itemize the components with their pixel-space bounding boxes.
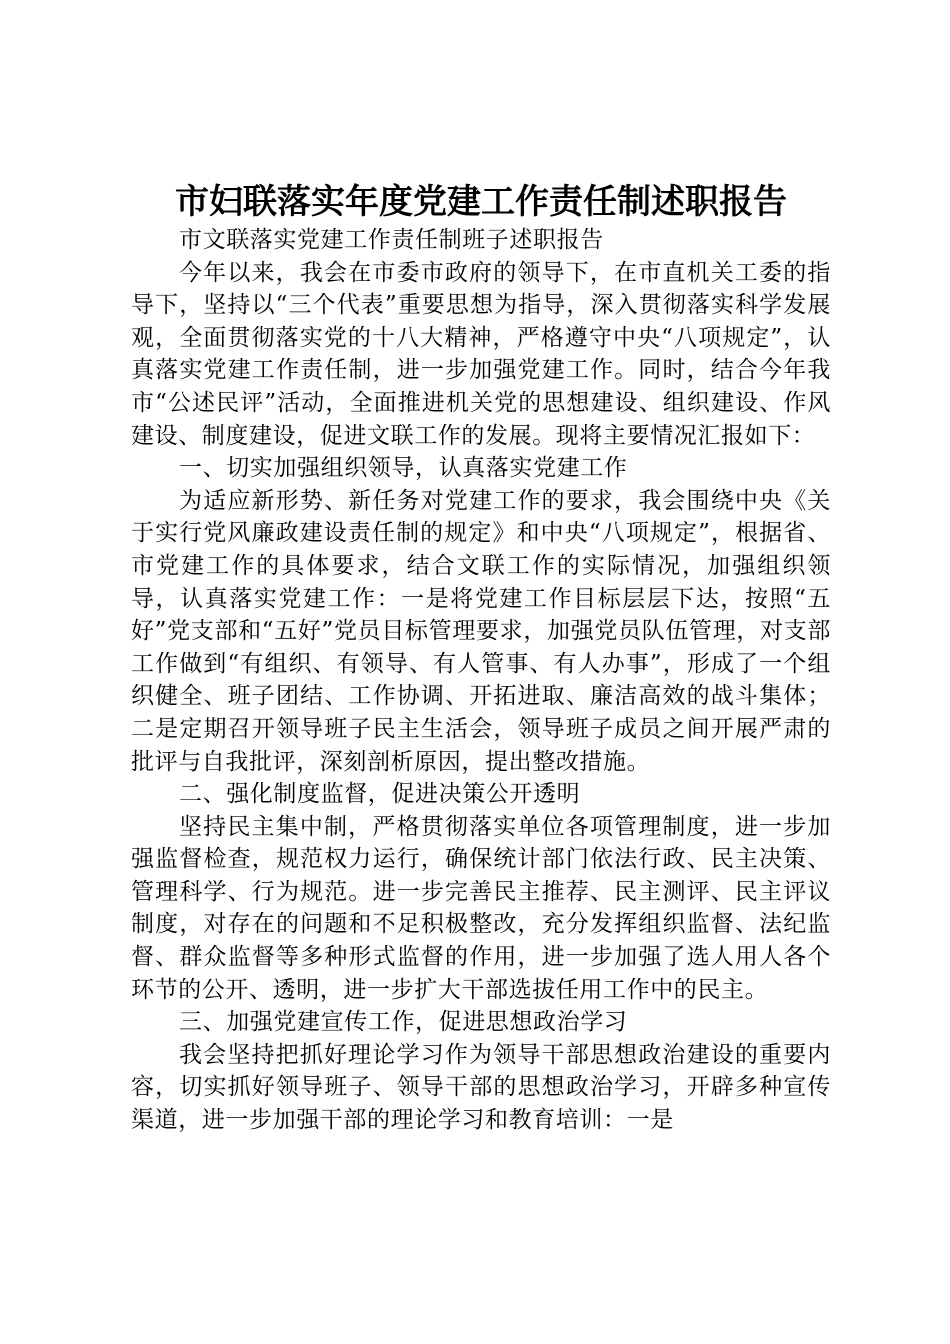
section-heading-3: 三、加强党建宣传工作，促进思想政治学习 — [179, 1009, 628, 1036]
section-body-1: 为适应新形势、新任务对党建工作的要求，我会围绕中央《关于实行党风廉政建设责任制的规定》和中央“八项规定”，根据省、市党建工作的具体要求，结合文联工作的实际情况，加强组织领导，认真落实党建工作：一是将党建工作目标层层下达，按照“五好”党支部和“五好”党员目标管理要求，加强党员队伍管理，对支部工作做到“有组织、有领导、有人管事、有人办事”，形成了一个组织健全、班子团结、工作协调、开拓进取、廉洁高效的战斗集体；二是定期召开领导班子民主生活会，领导班子成员之间开展严肃的批评与自我批评，深刻剖析原因，提出整改措施。 — [131, 487, 831, 775]
section-body-3: 我会坚持把抓好理论学习作为领导干部思想政治建设的重要内容，切实抓好领导班子、领导干部的思想政治学习，开辟多种宣传渠道，进一步加强干部的理论学习和教育培训：一是 — [131, 1041, 831, 1134]
intro-paragraph: 今年以来，我会在市委市政府的领导下，在市直机关工委的指导下，坚持以“三个代表”重要思想为指导，深入贯彻落实科学发展观，全面贯彻落实党的十八大精神，严格遵守中央“八项规定”，认真落实党建工作责任制，进一步加强党建工作。同时，结合今年我市“公述民评”活动，全面推进机关党的思想建设、组织建设、作风建设、制度建设，促进文联工作的发展。现将主要情况汇报如下： — [131, 259, 831, 449]
document-subtitle: 市文联落实党建工作责任制班子述职报告 — [179, 227, 604, 253]
document-title: 市妇联落实年度党建工作责任制述职报告 — [175, 182, 787, 222]
section-heading-2: 二、强化制度监督，促进决策公开透明 — [179, 781, 581, 808]
document-page — [131, 180, 831, 1137]
section-heading-1: 一、切实加强组织领导，认真落实党建工作 — [179, 455, 628, 482]
section-body-2: 坚持民主集中制，严格贯彻落实单位各项管理制度，进一步加强监督检查，规范权力运行，确保统计部门依法行政、民主决策、管理科学、行为规范。进一步完善民主推荐、民主测评、民主评议制度，对存在的问题和不足积极整改，充分发挥组织监督、法纪监督、群众监督等多种形式监督的作用，进一步加强了选人用人各个环节的公开、透明，进一步扩大干部选拔任用工作中的民主。 — [131, 813, 831, 1003]
